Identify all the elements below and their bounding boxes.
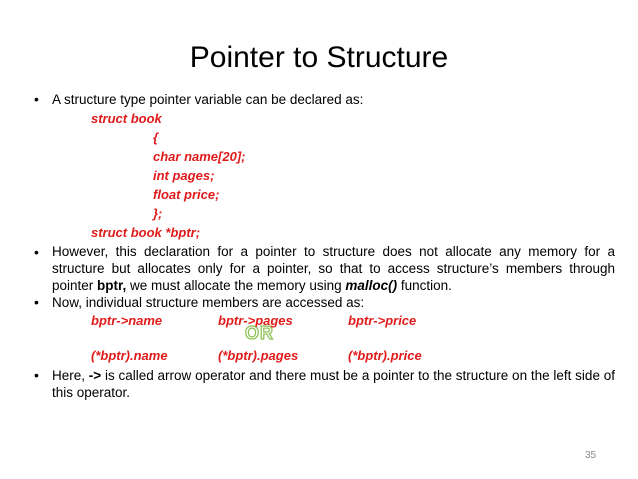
bullet-2-part1: However, this declaration for a pointer to structure does not allocate any memory for a structure but allocates only for a pointer, so that to access structure’s members through pointer [52,244,615,293]
access-deref-price: (*bptr).price [348,348,422,363]
or-label: OR [245,323,274,343]
code-line-int-pages: int pages; [153,168,215,183]
access-deref-pages: (*bptr).pages [218,348,299,363]
page-number: 35 [585,450,597,461]
access-arrow-price: bptr->price [348,313,417,328]
bullet-2-part2: we must allocate the memory using [126,278,346,293]
slide-title: Pointer to Structure [189,41,449,74]
code-line-open-brace: { [153,130,159,145]
access-arrow-pages: bptr->pages [218,313,293,328]
bullet-4-part2: is called arrow operator and there must be a pointer to the structure on the left side of this operator. [52,368,615,400]
bullet-3-text: Now, individual structure members are accessed as: [52,295,365,310]
bullet-1-text: A structure type pointer variable can be declared as: [52,92,364,107]
code-line-char-name: char name[20]; [153,149,246,164]
access-deref-name: (*bptr).name [91,348,168,363]
bullet-marker-4: • [34,367,39,383]
code-line-struct-book: struct book [91,111,162,126]
code-line-float-price: float price; [153,187,220,202]
code-line-close-brace: }; [153,206,163,221]
bullet-marker-1: • [34,91,39,107]
bullet-2-text [52,243,615,294]
bullet-2-malloc: malloc() [345,278,398,293]
bullet-marker-2: • [34,244,39,260]
bullet-4-text [52,367,615,401]
bullet-4-part1: Here, [52,368,89,383]
bullet-2-part3: function. [397,278,452,293]
bullet-2-bptr: bptr, [97,278,127,293]
bullet-marker-3: • [34,294,39,310]
access-arrow-name: bptr->name [91,313,163,328]
code-line-struct-book-ptr: struct book *bptr; [91,225,201,240]
bullet-4-arrow: -> [88,368,102,383]
